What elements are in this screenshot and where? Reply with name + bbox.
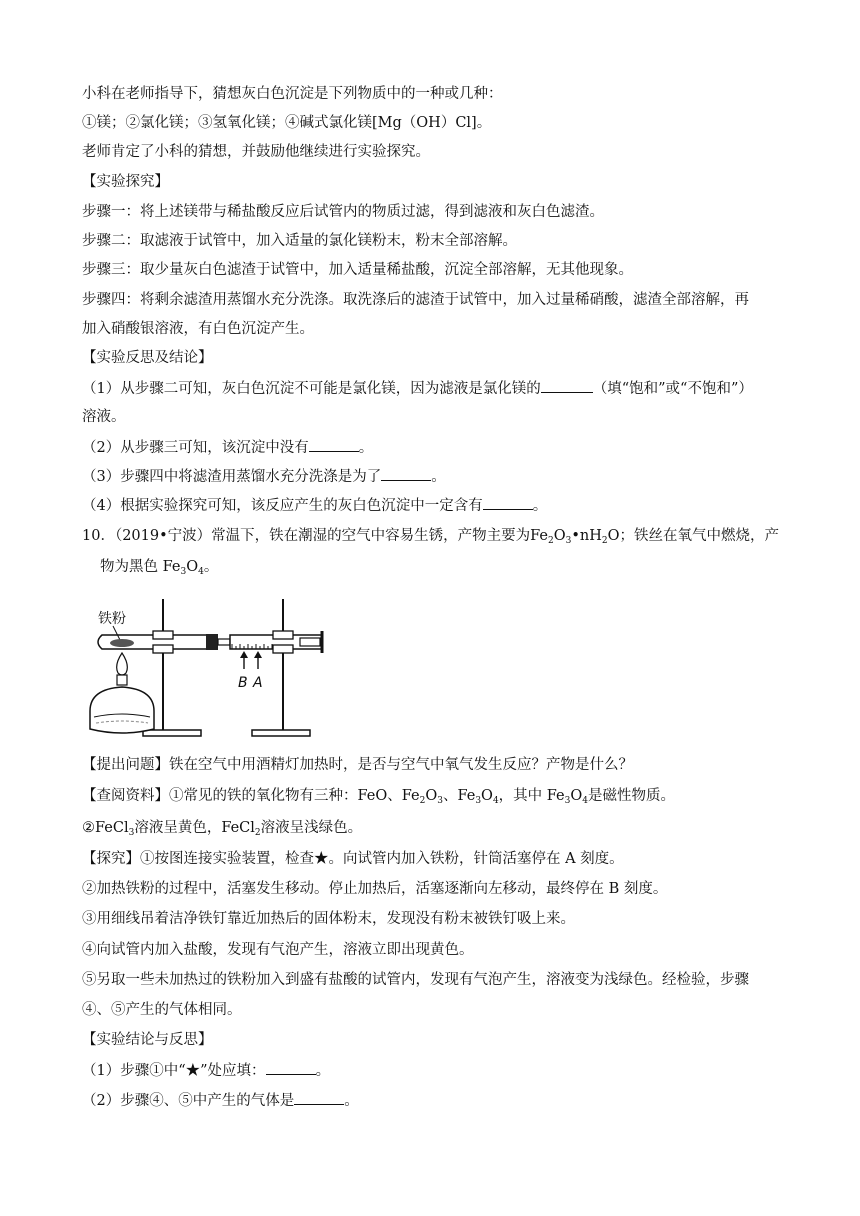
label-a: A <box>253 675 263 691</box>
step-two: 步骤二：取滤液于试管中，加入适量的氯化镁粉末，粉末全部溶解。 <box>82 233 517 249</box>
step-one: 步骤一：将上述镁带与稀盐酸反应后试管内的物质过滤，得到滤液和灰白色滤渣。 <box>82 204 604 220</box>
heading-reflection: 【实验反思及结论】 <box>82 350 213 366</box>
answer-blank[interactable] <box>309 437 359 452</box>
label-iron-powder: 铁粉 <box>98 611 126 627</box>
stand-base-right <box>252 730 310 736</box>
paragraph-options: ①镁；②氯化镁；③氢氧化镁；④碱式氯化镁[Mg（OH）Cl]。 <box>82 115 492 131</box>
paragraph-guess: 小科在老师指导下，猜想灰白色沉淀是下列物质中的一种或几种： <box>82 86 503 102</box>
conclusion-2: （2）步骤④、⑤中产生的气体是 。 <box>82 1090 359 1111</box>
explore-step-1: 【探究】①按图连接实验装置，检查★。向试管内加入铁粉，针筒活塞停在 A 刻度。 <box>82 851 624 867</box>
heading-experiment: 【实验探究】 <box>82 174 169 190</box>
problem-statement: 【提出问题】铁在空气中用酒精灯加热时，是否与空气中氧气发生反应？产物是什么？ <box>82 757 633 773</box>
heading-conclusion: 【实验结论与反思】 <box>82 1032 213 1048</box>
explore-step-3: ③用细线吊着洁净铁钉靠近加热后的固体粉末，发现没有粉末被铁钉吸上来。 <box>82 911 575 927</box>
lamp-wick <box>117 675 127 685</box>
question-10-line1: 10．（2019•宁波）常温下，铁在潮湿的空气中容易生锈，产物主要为$Fe_2O_3•nH_2O$；铁丝在氧气中燃烧，产 <box>82 528 780 546</box>
label-b: B <box>238 675 248 691</box>
step-four-line2: 加入硝酸银溶液，有白色沉淀产生。 <box>82 321 314 337</box>
connector <box>218 639 230 645</box>
explore-step-2: ②加热铁粉的过程中，活塞发生移动。停止加热后，活塞逐渐向左移动，最终停在 B 刻度。 <box>82 881 668 897</box>
step-three: 步骤三：取少量灰白色滤渣于试管中，加入适量稀盐酸，沉淀全部溶解，无其他现象。 <box>82 262 633 278</box>
explore-step-4: ④向试管内加入盐酸，发现有气泡产生，溶液立即出现黄色。 <box>82 942 474 958</box>
apparatus-figure <box>80 593 342 745</box>
flame <box>117 653 128 675</box>
question-1-line1: （1）从步骤二可知，灰白色沉淀不可能是氯化镁，因为滤液是氯化镁的 （填“饱和”或“不饱和”） <box>82 378 753 399</box>
question-3: （3）步骤四中将滤渣用蒸馏水充分洗涤是为了 。 <box>82 466 446 487</box>
step-four-line1: 步骤四：将剩余滤渣用蒸馏水充分洗涤。取洗涤后的滤渣于试管中，加入过量稀硝酸，滤渣全部溶解，再 <box>82 292 749 308</box>
arrow-b-head <box>240 651 248 658</box>
paragraph-teacher: 老师肯定了小科的猜想，并鼓励他继续进行实验探究。 <box>82 144 430 160</box>
question-1-line2: 溶液。 <box>82 409 126 425</box>
question-2: （2）从步骤三可知，该沉淀中没有 。 <box>82 437 373 458</box>
apparatus-diagram <box>80 593 342 745</box>
reference-2: ②FeCl$_3$溶液呈黄色，FeCl$_2$溶液呈浅绿色。 <box>82 820 363 838</box>
plunger-rod <box>300 638 320 646</box>
clamp-left-bottom <box>153 645 173 653</box>
answer-blank[interactable] <box>266 1060 316 1075</box>
stand-base-left <box>143 730 201 736</box>
alcohol-lamp <box>90 687 154 733</box>
answer-blank[interactable] <box>294 1090 344 1105</box>
arrow-a-head <box>254 651 262 658</box>
answer-blank[interactable] <box>381 466 431 481</box>
clamp-right-top <box>273 631 293 639</box>
clamp-left-top <box>153 631 173 639</box>
answer-blank[interactable] <box>541 378 593 393</box>
clamp-right-bottom <box>273 645 293 653</box>
conclusion-1: （1）步骤①中“★”处应填： 。 <box>82 1060 330 1081</box>
explore-step-5-line1: ⑤另取一些未加热过的铁粉加入到盛有盐酸的试管内，发现有气泡产生，溶液变为浅绿色。经检验，步骤 <box>82 972 749 988</box>
iron-powder <box>110 639 134 647</box>
stopper <box>206 634 218 650</box>
reference-1: 【查阅资料】①常见的铁的氧化物有三种：FeO、$Fe_2O_3$、$Fe_3O_4$，其中 $Fe_3O_4$是磁性物质。 <box>82 788 675 806</box>
question-10-line2: 物为黑色 $Fe_3O_4$。 <box>100 559 219 577</box>
answer-blank[interactable] <box>483 495 533 510</box>
question-4: （4）根据实验探究可知，该反应产生的灰白色沉淀中一定含有 。 <box>82 495 547 516</box>
explore-step-5-line2: ④、⑤产生的气体相同。 <box>82 1002 242 1018</box>
